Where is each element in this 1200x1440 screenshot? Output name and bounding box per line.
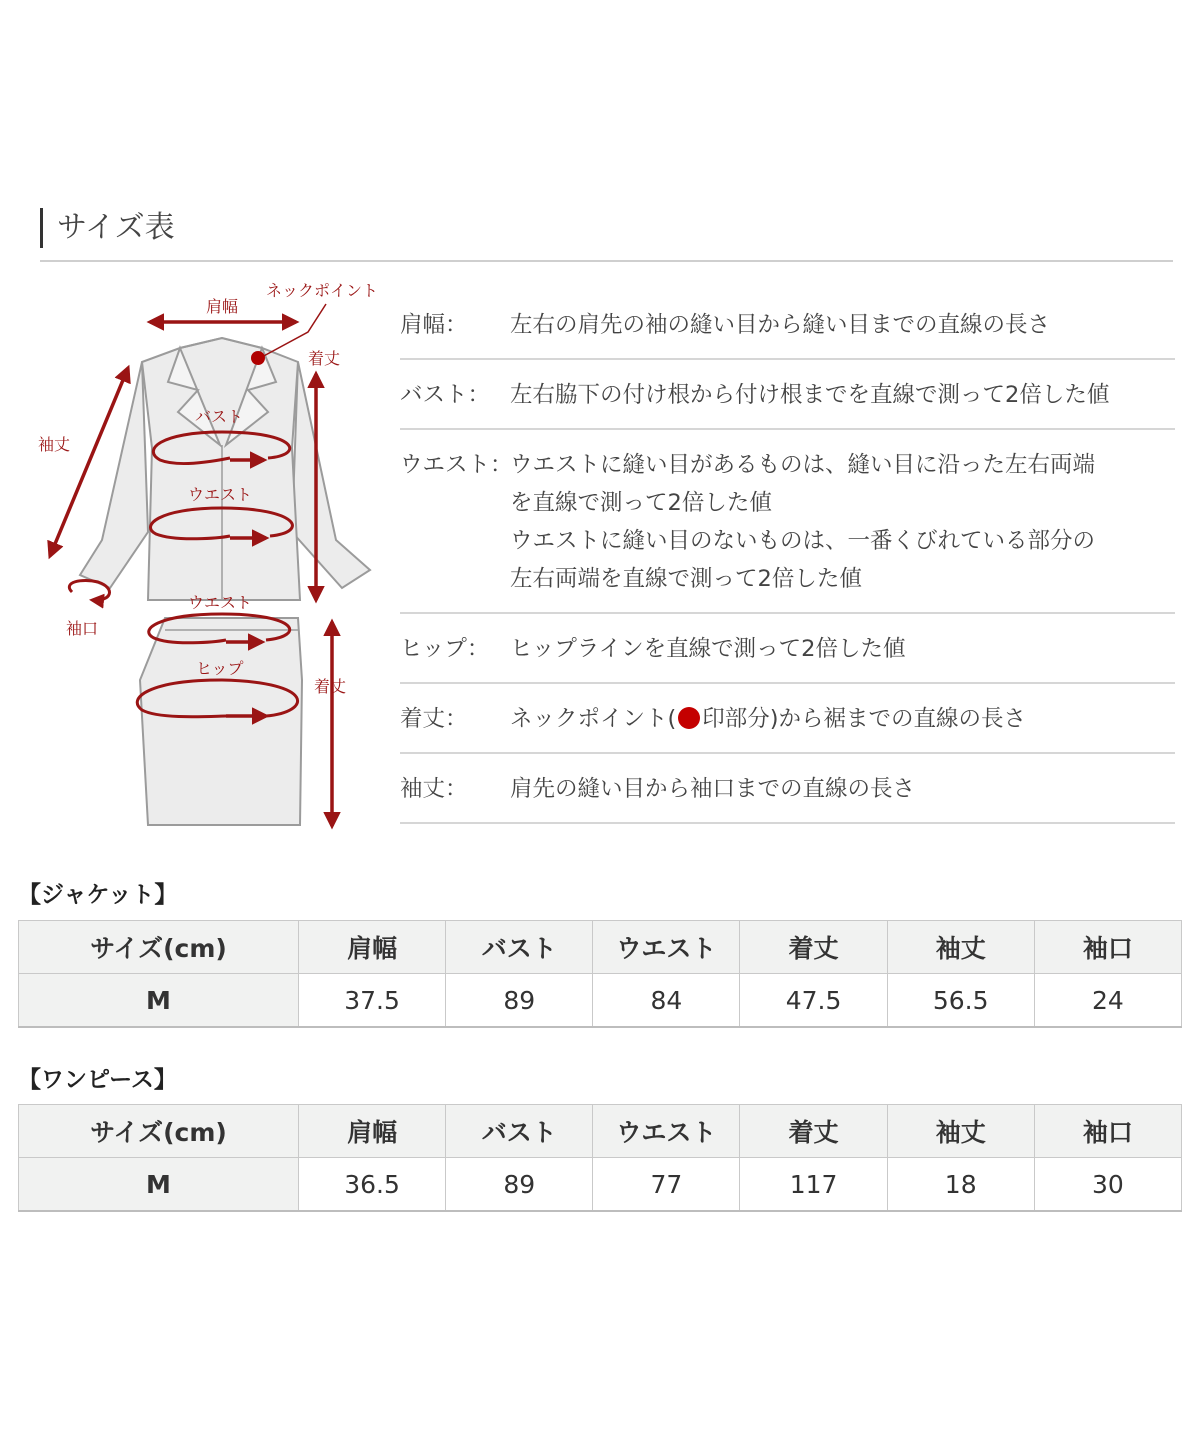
column-header: ウエスト xyxy=(593,921,740,974)
table-cell: 47.5 xyxy=(740,974,887,1028)
column-header: 肩幅 xyxy=(299,1105,446,1158)
table-cell: 77 xyxy=(593,1158,740,1212)
column-header: 袖丈 xyxy=(887,1105,1034,1158)
definition-desc: ウエストに縫い目があるものは、縫い目に沿った左右両端 を直線で測って2倍した値 ウエストに縫い目のないものは、一番くびれている部分の 左右両端を直線で測って2倍した値 xyxy=(510,452,1096,592)
label-shoulder: 肩幅 xyxy=(206,297,239,316)
dress-size-table xyxy=(18,1104,1182,1212)
skirt-illustration xyxy=(140,618,302,825)
table-header-row xyxy=(19,921,1182,974)
column-header: 袖丈 xyxy=(887,921,1034,974)
definition-term: ウエスト： xyxy=(400,452,513,478)
definition-row-length xyxy=(400,684,1175,754)
definition-row-shoulder xyxy=(400,294,1175,360)
label-neck-point: ネックポイント xyxy=(266,281,379,300)
label-waist-top: ウエスト xyxy=(188,485,253,504)
definition-desc: 左右の肩先の袖の縫い目から縫い目までの直線の長さ xyxy=(510,312,1051,338)
definition-row-hip xyxy=(400,614,1175,684)
definition-desc: ヒップラインを直線で測って2倍した値 xyxy=(510,636,906,662)
definition-row-sleeve xyxy=(400,754,1175,824)
column-header: サイズ(cm) xyxy=(19,921,299,974)
table-cell: M xyxy=(19,1158,299,1212)
table-cell: 18 xyxy=(887,1158,1034,1212)
column-header: バスト xyxy=(446,1105,593,1158)
column-header: サイズ(cm) xyxy=(19,1105,299,1158)
dress-heading: 【ワンピース】 xyxy=(18,1067,177,1093)
definition-term: バスト： xyxy=(400,382,491,408)
cuff-loop xyxy=(69,580,109,600)
label-cuff: 袖口 xyxy=(66,619,99,638)
table-cell: 24 xyxy=(1034,974,1181,1028)
table-cell: 36.5 xyxy=(299,1158,446,1212)
table-row xyxy=(19,974,1182,1028)
label-bust: バスト xyxy=(195,407,244,426)
label-length-bottom: 着丈 xyxy=(314,677,347,696)
neck-point-dot xyxy=(251,351,265,365)
label-hip: ヒップ xyxy=(196,659,244,678)
definition-term: ヒップ： xyxy=(400,636,490,662)
jacket-heading: 【ジャケット】 xyxy=(18,882,178,908)
table-row xyxy=(19,1158,1182,1212)
table-cell: 37.5 xyxy=(299,974,446,1028)
definition-row-waist xyxy=(400,430,1175,614)
title-divider xyxy=(40,260,1173,262)
column-header: 袖口 xyxy=(1034,1105,1181,1158)
label-length-top: 着丈 xyxy=(308,349,341,368)
definition-desc: 左右脇下の付け根から付け根までを直線で測って2倍した値 xyxy=(510,382,1110,408)
label-waist-bottom: ウエスト xyxy=(188,593,253,612)
measurement-definitions xyxy=(400,294,1175,824)
table-cell: M xyxy=(19,974,299,1028)
page-title: サイズ表 xyxy=(40,208,175,248)
column-header: バスト xyxy=(446,921,593,974)
definition-desc: 肩先の縫い目から袖口までの直線の長さ xyxy=(510,776,916,802)
column-header: 着丈 xyxy=(740,921,887,974)
table-cell: 89 xyxy=(446,1158,593,1212)
definition-term: 肩幅： xyxy=(400,312,468,338)
table-cell: 30 xyxy=(1034,1158,1181,1212)
table-header-row xyxy=(19,1105,1182,1158)
definition-desc-part: ネックポイント( xyxy=(510,706,677,732)
definition-term: 袖丈： xyxy=(400,776,468,802)
jacket-size-table xyxy=(18,920,1182,1028)
column-header: ウエスト xyxy=(593,1105,740,1158)
table-cell: 56.5 xyxy=(887,974,1034,1028)
table-cell: 89 xyxy=(446,974,593,1028)
definition-row-bust xyxy=(400,360,1175,430)
definition-term: 着丈： xyxy=(400,706,468,732)
column-header: 袖口 xyxy=(1034,921,1181,974)
neck-point-marker-icon xyxy=(678,707,700,729)
table-cell: 84 xyxy=(593,974,740,1028)
table-cell: 117 xyxy=(740,1158,887,1212)
column-header: 着丈 xyxy=(740,1105,887,1158)
column-header: 肩幅 xyxy=(299,921,446,974)
measurement-diagram xyxy=(30,270,400,840)
definition-desc xyxy=(510,700,1175,738)
label-sleeve: 袖丈 xyxy=(38,435,71,454)
definition-desc-part: 印部分)から裾までの直線の長さ xyxy=(702,706,1027,732)
